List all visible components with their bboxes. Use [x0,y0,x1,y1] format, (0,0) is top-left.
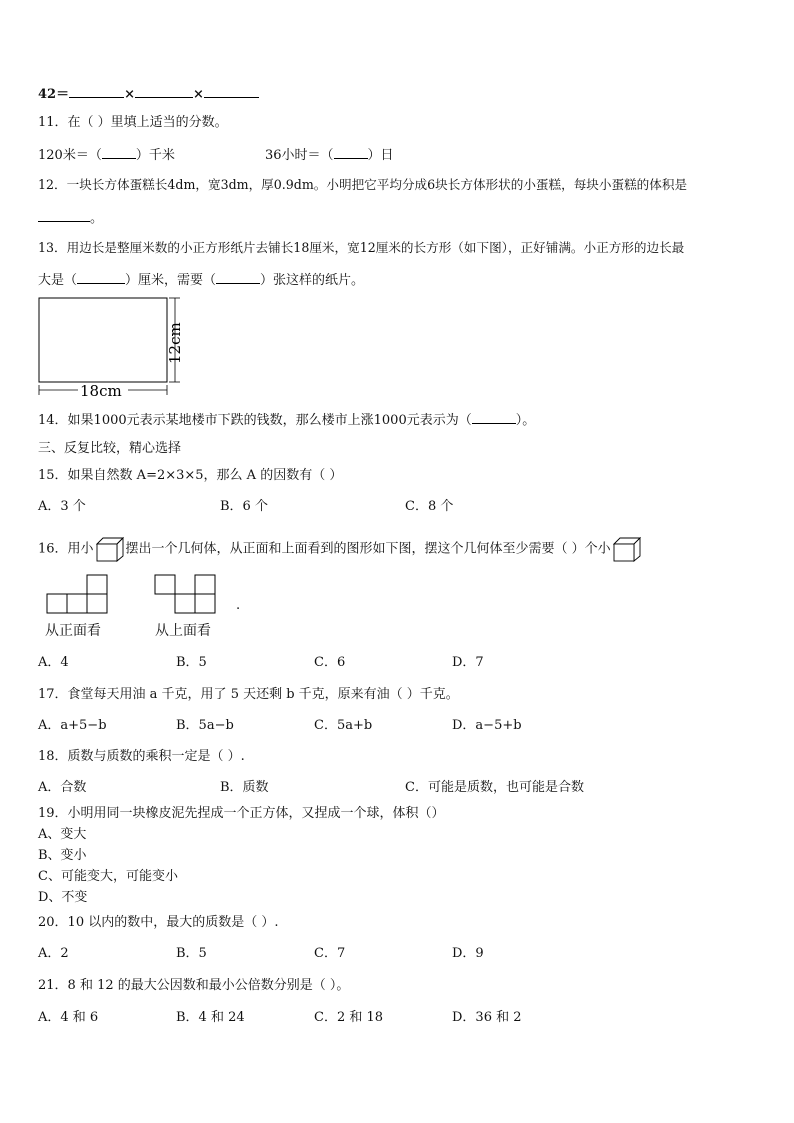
option-c: C．2 和 18 [314,1010,384,1025]
answer-blank [334,145,368,159]
times-sign: × [124,87,135,102]
question-13-stem: 13．用边长是整厘米数的小正方形纸片去铺长18厘米，宽12厘米的长方形（如下图），正好铺满。小正方形的边长最 [38,240,685,255]
option-b: B、变小 [38,848,87,863]
option-c: C．6 [314,655,346,670]
option-b: B．4 和 24 [176,1010,245,1025]
option-a: A．4 [38,655,69,670]
option-d: D．9 [452,946,484,961]
front-view-figure [45,573,115,615]
option-c: C、可能变大，可能变小 [38,869,178,884]
question-18-stem: 18．质数与质数的乘积一定是（ ）. [38,749,245,764]
option-b: B．5 [176,655,207,670]
rectangle-figure [34,292,194,402]
option-a: A、变大 [38,827,87,842]
option-c: C．可能是质数，也可能是合数 [405,780,584,795]
figure-dot: . [236,598,241,613]
option-c: C．7 [314,946,346,961]
q16-middle: 摆出一个几何体，从正面和上面看到的图形如下图，摆这个几何体至少需要（ ）个小 [125,541,611,557]
option-c: C．5a+b [314,718,373,733]
option-b: B．5 [176,946,207,961]
question-13-line-2 [38,270,364,290]
option-a: A．合数 [38,780,87,795]
section-heading: 三、反复比较，精心选择 [38,441,182,456]
option-d: D、不变 [38,890,88,905]
question-20-stem: 20．10 以内的数中，最大的质数是（ ）. [38,915,279,930]
option-a: A．3 个 [38,499,86,514]
answer-blank [216,270,260,284]
front-view-label: 从正面看 [45,623,101,639]
question-11-part-1 [38,145,175,165]
question-14 [38,410,535,430]
question-11-stem: 11．在（ ）里填上适当的分数。 [38,115,228,130]
question-12-answer [38,208,103,228]
q14-lead: 14．如果1000元表示某地楼市下跌的钱数，那么楼市上涨1000元表示为（ [38,413,472,428]
q13-part-a: 大是（ [38,273,78,288]
option-b: B．6 个 [220,499,268,514]
top-lead: 42＝ [38,87,70,102]
answer-blank [38,208,90,222]
answer-blank [77,270,125,284]
top-view-label: 从上面看 [155,623,211,639]
top-view-figure [153,573,223,615]
option-a: A．2 [38,946,69,961]
option-b: B．质数 [220,780,269,795]
question-11-part-2 [265,145,394,165]
width-label: 18cm [80,382,122,400]
q13-part-b: ）厘米，需要（ [125,273,217,288]
q13-part-c: ）张这样的纸片。 [260,273,365,288]
height-label: 12cm [166,322,184,364]
q11-part2-tail: ）日 [367,148,394,163]
q14-tail: ）。 [515,413,536,428]
answer-blank [135,84,193,98]
top-product-line [38,84,259,104]
times-sign: × [193,87,204,102]
rectangle [39,298,167,382]
option-a: A．a+5−b [38,718,107,733]
option-b: B．5a−b [176,718,234,733]
option-d: D．a−5+b [452,718,522,733]
option-d: D．36 和 2 [452,1010,522,1025]
question-16-stem [38,536,642,562]
question-17-stem: 17．食堂每天用油 a 千克，用了 5 天还剩 b 千克，原来有油（ ）千克。 [38,687,459,702]
small-cube-icon [95,536,125,562]
option-a: A．4 和 6 [38,1010,99,1025]
q11-part1-tail: ）千米 [135,148,175,163]
answer-blank [69,84,124,98]
answer-blank [102,145,136,159]
option-c: C．8 个 [405,499,454,514]
question-19-stem: 19．小明用同一块橡皮泥先捏成一个正方体，又捏成一个球，体积（） [38,806,445,821]
answer-blank [204,84,259,98]
question-21-stem: 21．8 和 12 的最大公因数和最小公倍数分别是（ ）。 [38,978,350,993]
question-15-stem: 15．如果自然数 A=2×3×5，那么 A 的因数有（ ） [38,468,343,483]
question-12-stem: 12．一块长方体蛋糕长4dm，宽3dm，厚0.9dm。小明把它平均分成6块长方体形状的小蛋糕，每块小蛋糕的体积是 [38,177,688,192]
q12-tail: 。 [90,211,104,226]
option-d: D．7 [452,655,484,670]
q16-lead: 16．用小 [38,541,94,557]
answer-blank [472,410,516,424]
small-cube-icon [612,536,642,562]
q11-part2-lead: 36小时＝（ [265,148,334,163]
q11-part1-lead: 120米＝（ [38,148,102,163]
